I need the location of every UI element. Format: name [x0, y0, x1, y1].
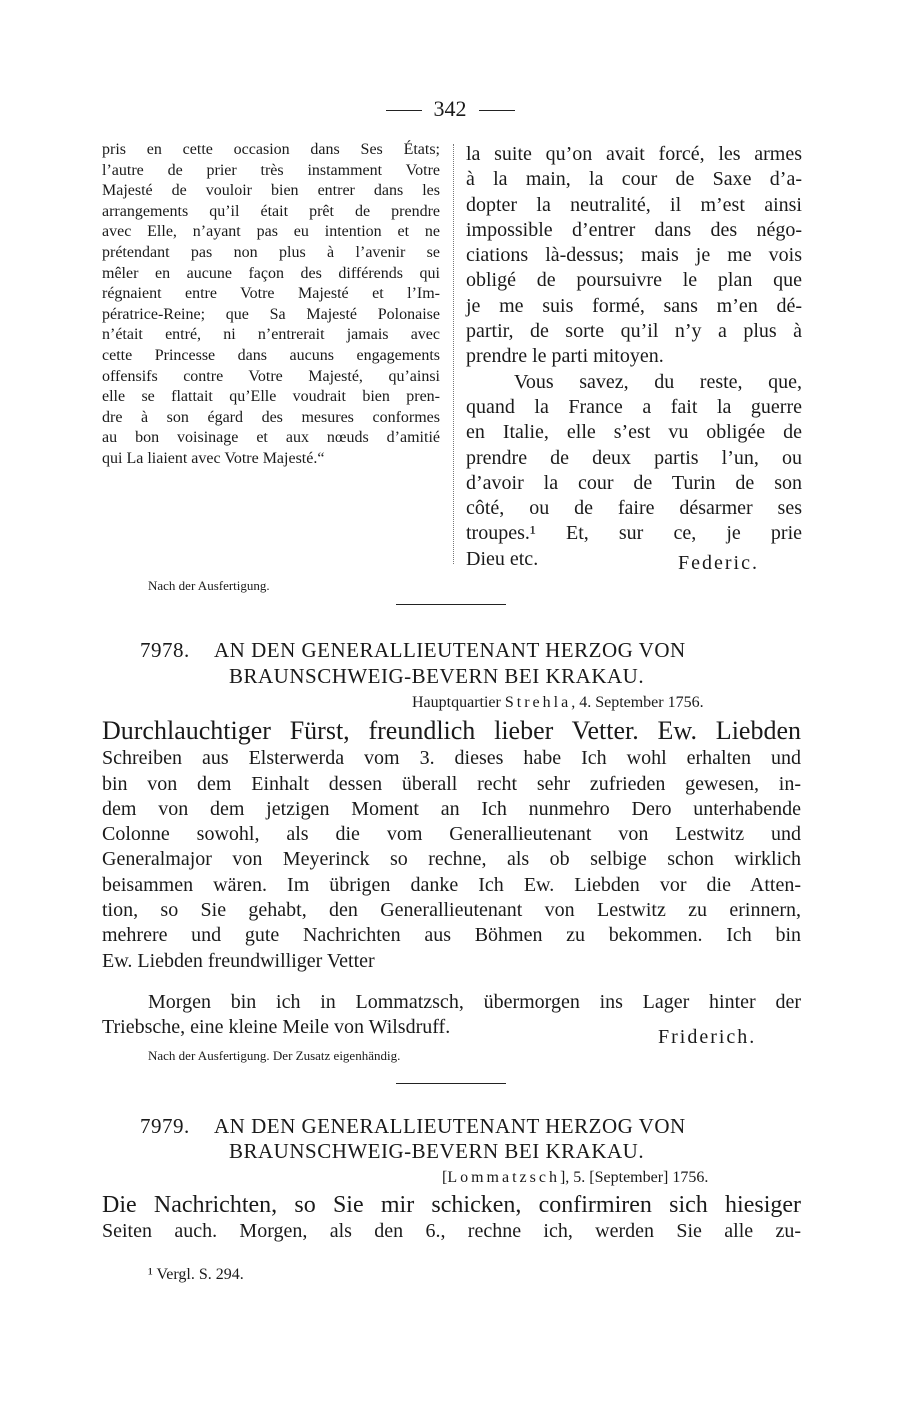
- source-note: Nach der Ausfertigung.: [148, 578, 270, 593]
- page-number-dash-left: [386, 110, 422, 111]
- place-date: ], 5. [September] 1756.: [559, 1169, 709, 1186]
- body-line: Schreiben aus Elsterwerda vom 3. dieses habe Ich wohl erhalten und: [102, 747, 801, 770]
- letter-body: [102, 1193, 801, 1245]
- letter-body: [102, 718, 801, 974]
- body-line: mehrere und gute Nachrichten aus Böhmen zu bekommen. Ich bin: [102, 924, 801, 947]
- place-date: , 4. September 1756.: [571, 694, 704, 711]
- left-line: l’autre de prier très instamment Votre: [102, 161, 440, 179]
- letter-heading-line2: BRAUNSCHWEIG-BEVERN BEI KRAKAU.: [229, 1139, 645, 1163]
- section-rule: [396, 604, 506, 605]
- letter-heading-7978: [140, 638, 686, 663]
- body-line: tion, so Sie gehabt, den Generallieutenant von Lestwitz zu erinnern,: [102, 899, 801, 922]
- left-line: mêler en aucune façon des différends qui: [102, 264, 440, 282]
- body-line: Ew. Liebden freundwilliger Vetter: [102, 949, 375, 972]
- section-rule: [396, 1083, 506, 1084]
- left-line: prétendant pas non plus à l’avenir se: [102, 243, 440, 261]
- right-line: dopter la neutralité, il m’est ainsi: [466, 193, 802, 216]
- left-line: dre à son égard des mesures conformes: [102, 408, 440, 426]
- page-number-dash-right: [479, 110, 515, 111]
- signature-friderich: Friderich.: [658, 1026, 757, 1048]
- right-line: la suite qu’on avait forcé, les armes: [466, 143, 802, 165]
- left-line: n’était entré, ni n’entrerait jamais avec: [102, 326, 440, 344]
- letter-place-date: [412, 694, 704, 712]
- left-line: avec Elle, n’ayant pas eu intention et ne: [102, 223, 440, 241]
- body-line: [102, 1193, 801, 1219]
- letter-number: 7978.: [140, 638, 190, 662]
- left-line: pris en cette occasion dans Ses États;: [102, 141, 440, 158]
- postscript-line: Triebsche, eine kleine Meile von Wilsdruff.: [102, 1016, 451, 1039]
- letter-heading-line2: BRAUNSCHWEIG-BEVERN BEI KRAKAU.: [229, 664, 645, 688]
- right-line: troupes.¹ Et, sur ce, je prie: [466, 522, 802, 545]
- letter-heading-line1: AN DEN GENERALLIEUTENANT HERZOG VON: [214, 1114, 686, 1138]
- left-line: qui La liaient avec Votre Majesté.“: [102, 449, 325, 467]
- right-line: impossible d’entrer dans des négo-: [466, 218, 802, 241]
- left-line: arrangements qu’il était prêt de prendre: [102, 202, 440, 220]
- left-line: cette Princesse dans aucuns engagements: [102, 346, 440, 364]
- signature-federic: Federic.: [678, 552, 759, 574]
- source-note: Nach der Ausfertigung. Der Zusatz eigenhändig.: [148, 1048, 401, 1063]
- body-line: bin von dem Einhalt dessen überall recht sehr zufrieden gewesen, in-: [102, 772, 801, 795]
- right-line: à la main, la cour de Saxe d’a-: [466, 168, 802, 191]
- body-line: Colonne sowohl, als die vom Generallieutenant von Lestwitz und: [102, 823, 801, 846]
- left-line: Majesté de vouloir bien entrer dans les: [102, 182, 440, 200]
- right-line: Vous savez, du reste, que,: [514, 370, 802, 393]
- column-divider: [453, 144, 454, 564]
- body-line: Generalmajor von Meyerinck so rechne, als ob selbige schon wirklich: [102, 848, 801, 871]
- left-column: [102, 140, 440, 470]
- left-line: régnaient entre Votre Majesté et l’Im-: [102, 285, 440, 303]
- right-line: prendre le parti mitoyen.: [466, 345, 664, 368]
- place-name: Lommatzsch: [447, 1169, 560, 1186]
- body-line: dem von dem jetzigen Moment an Ich nunmehro Dero unterhabende: [102, 797, 801, 820]
- body-line: [102, 718, 801, 746]
- letter-heading-7979: [140, 1114, 686, 1139]
- left-line: elle se flattait qu’Elle voudrait bien pren-: [102, 388, 440, 406]
- letter-heading-line1: AN DEN GENERALLIEUTENANT HERZOG VON: [214, 638, 686, 662]
- postscript-line: Morgen bin ich in Lommatzsch, übermorgen ins Lager hinter der: [148, 991, 801, 1013]
- body-line: Seiten auch. Morgen, als den 6., rechne ich, werden Sie alle zu-: [102, 1220, 801, 1243]
- letter-number: 7979.: [140, 1114, 190, 1138]
- right-line: prendre de deux partis l’un, ou: [466, 446, 802, 469]
- right-line: quand la France a fait la guerre: [466, 395, 802, 418]
- right-line: d’avoir la cour de Turin de son: [466, 471, 802, 494]
- right-line: je me suis formé, sans m’en dé-: [466, 294, 802, 317]
- right-line: en Italie, elle s’est vu obligée de: [466, 421, 802, 444]
- right-line: ciations là-dessus; mais je me vois: [466, 244, 802, 267]
- place-name: Strehla: [504, 694, 572, 711]
- page-number-text: 342: [433, 96, 467, 121]
- body-line-text: Durchlauchtiger Fürst, freundlich lieber Vetter. Ew. Liebden: [102, 716, 801, 745]
- left-line: offensifs contre Votre Majesté, qu’ainsi: [102, 367, 440, 385]
- letter-place-date: [442, 1169, 708, 1187]
- left-line: au bon voisinage et aux nœuds d’amitié: [102, 429, 440, 447]
- place-prefix: Hauptquartier: [412, 694, 501, 711]
- body-line-text: Die Nachrichten, so Sie mir schicken, confirmiren sich hiesiger: [102, 1192, 801, 1218]
- right-column: [466, 142, 802, 572]
- page-number: [0, 96, 900, 122]
- right-line: Dieu etc.: [466, 547, 539, 570]
- left-line: pératrice-Reine; que Sa Majesté Polonaise: [102, 305, 440, 323]
- place-bracket: [: [442, 1169, 448, 1186]
- right-line: obligé de poursuivre le plan que: [466, 269, 802, 292]
- right-line: côté, ou de faire désarmer ses: [466, 497, 802, 520]
- footnote: ¹ Vergl. S. 294.: [148, 1266, 244, 1283]
- body-line: beisammen wären. Im übrigen danke Ich Ew. Liebden vor die Atten-: [102, 873, 801, 896]
- right-line: partir, de sorte qu’il n’y a plus à: [466, 320, 802, 343]
